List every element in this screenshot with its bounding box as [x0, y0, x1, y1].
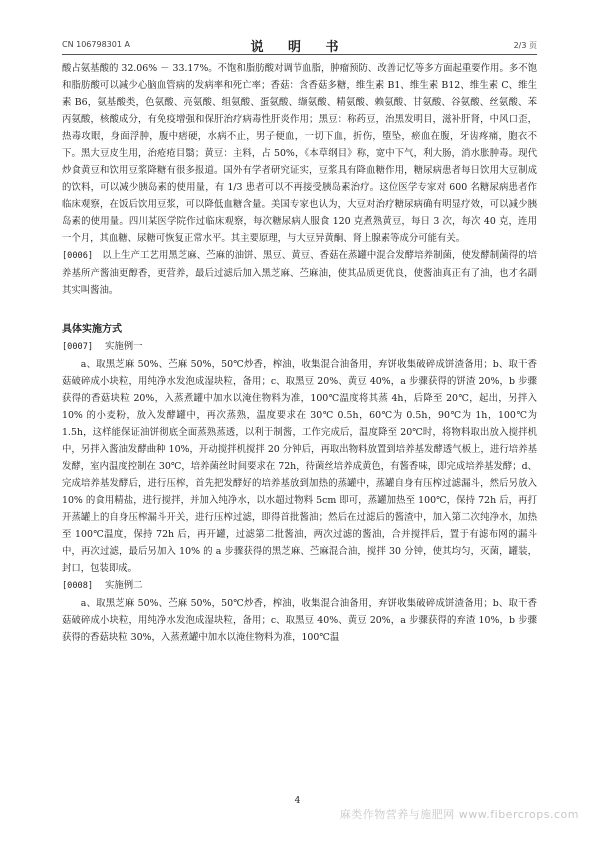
example-title: 实施例一 [104, 341, 143, 352]
page-indicator: 2/3 页 [513, 41, 537, 50]
publication-number: CN 106798301 A [62, 40, 130, 49]
paragraph-number: [0006] [62, 251, 94, 261]
example-title: 实施例二 [104, 580, 143, 591]
document-title: 说 明 书 [250, 40, 349, 55]
section-heading: 具体实施方式 [62, 324, 122, 335]
document-body [62, 60, 537, 646]
intro-continuation: 酸占氨基酸的 32.06% － 33.17%。不饱和脂肪酸对调节血脂，肿瘤预防、改善记忆等多方面起重要作用。多不饱和脂肪酸可以减少心脑血管病的发病率和死亡率；香菇：含香菇多糖，维生素 B1、维生素 B12、维生素 C、维生素 B6，氨基酸类，色氨酸、亮氨酸、组氨酸、蛋氨酸、缬氨酸、精氨酸、赖氨酸、甘氨酸、谷氨酸、丝氨酸、苯丙氨酸，核酸成分，有免疫增强和保肝治疗病毒性肝炎作用；黑豆：称药豆，治黑发明目，滋补肝肾，中风口歪，热毒攻眼，身面浮肿，腹中痞硬，水病不止，男子便血，一切下血，折伤，堕坠，瘀血在腹，牙齿疼痛，胞衣不下。黑大豆皮生用，治疮疮目翳；黄豆：主料，占 50%，《本草纲目》称，宽中下气，利大肠，消水胀肿毒。现代炒食黄豆和饮用豆浆降糖有很多报道。国外有学者研究证实，豆浆具有降血糖作用，糖尿病患者每日饮用大豆制成的饮料，可以减少胰岛素的使用量，有 1/3 患者可以不再接受胰岛素治疗。这位医学专家对 600 名糖尿病患者作临床观察，在饭后饮用豆浆，可以降低血糖含量。美国专家也认为，大豆对治疗糖尿病确有明显疗效，可以减少胰岛素的使用量。四川某医学院作过临床观察，每次糖尿病人服食 120 克煮熟黄豆，每日 3 次，每次 40 克，连用一个月，其血糖、尿糖可恢复正常水平。其主要原理，与大豆异黄酮、肾上腺素等成分可能有关。 [62, 63, 537, 244]
page-number: 4 [294, 796, 301, 806]
paragraph-text: 以上生产工艺用黑芝麻、苎麻的油饼、黑豆、黄豆、香菇在蒸罐中混合发酵培养制菌，使发酵制菌得的培养基所产酱油更醇香，更营养，最后过滤后加入黑芝麻、苎麻油，使其品质更优良，使酱油真正有了油，也才名副其实叫酱油。 [62, 250, 537, 296]
paragraph-number: [0008] [62, 581, 94, 591]
paragraph-0006 [62, 247, 537, 299]
paragraph-0007-body: a、取黑芝麻 50%、苎麻 50%，50℃炒香，榨油，收集混合油备用，弃饼收集破碎成饼渣备用；b、取干香菇破碎成小块粒，用纯净水发泡成湿块粒，备用；c、取黑豆 20%、黄豆 40%，a 步骤获得的饼渣 20%，b 步骤获得的香菇块粒 20%，入蒸煮罐中加水以淹住物料为准，100℃温度将其蒸 4h，后降至 20℃，起出，另拌入 10% 的小麦粉，放入发酵罐中，再次蒸熟，温度要求在 30℃ 0.5h，60℃为 0.5h，90℃为 1h，100℃为 1.5h，这样能保证油饼彻底全面蒸熟蒸透，以利于制酱，工作完成后，温度降至 20℃时，将物料取出放入搅拌机中，另拌入酱油发酵曲种 10%，开动搅拌机搅拌 20 分钟后，再取出物料放置到培养基发酵透气板上，进行培养基发酵，室内温度控制在 30℃，培养菌丝时间要求在 72h，待菌丝培养成黄色，有酱香味，即完成培养基发酵；d、完成培养基发酵后，进行压榨，首先把发酵好的培养基放到加热的蒸罐中，蒸罐自身有压榨过滤漏斗，然后另放入 10% 的食用精盐，进行搅拌，并加入纯净水，以水超过物料 5cm 即可，蒸罐加热至 100℃，保持 72h 后，再打开蒸罐上的自身压榨漏斗开关，进行压榨过滤，即得首批酱油；然后在过滤后的酱渣中，加入第二次纯净水，加热至 100℃温度，保持 72h 后，再开罐，过滤第二批酱油，两次过滤的酱油，合并搅拌后，置于有滤布网的漏斗中，再次过滤，最后另加入 10% 的 a 步骤获得的黑芝麻、苎麻混合油，搅拌 30 分钟，使其均匀，灭菌，罐装，封口，包装即成。 [62, 359, 537, 574]
paragraph-0008-body: a、取黑芝麻 50%、苎麻 50%，50℃炒香，榨油，收集混合油备用，弃饼收集破碎成饼渣备用；b、取干香菇破碎成小块粒，用纯净水发泡成湿块粒，备用；c、取黑豆 40%、黄豆 20%，a 步骤获得的弃渣 10%，b 步骤获得的香菇块粒 30%，入蒸煮罐中加水以淹住物料为准，100℃温 [62, 598, 537, 643]
watermark-logo: 麻类作物营养与施肥网 www.fibercrops.com [339, 808, 579, 821]
page-header [62, 36, 537, 55]
paragraph-number: [0007] [62, 342, 94, 352]
paragraph-0007-header [62, 338, 537, 356]
paragraph-0008-header [62, 577, 537, 595]
